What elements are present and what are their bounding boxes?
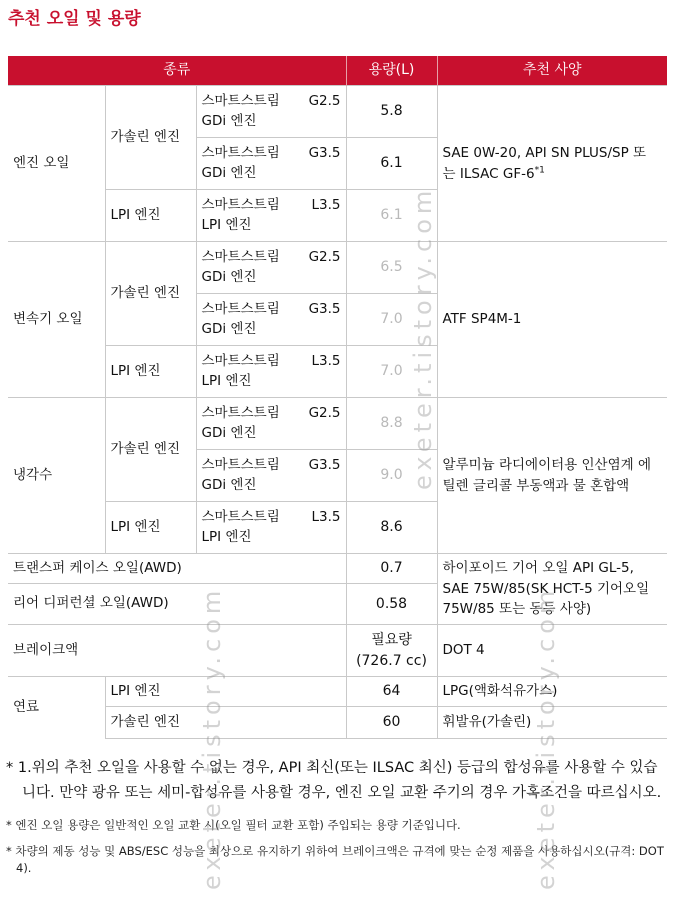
engine-oil-label: 엔진 오일 [8,86,105,242]
model-name: 스마트스트림 [201,248,280,265]
capacity-line: (726.7 cc) [356,652,427,669]
oil-capacity-table [8,56,667,739]
model-sub: GDi 엔진 [201,424,257,441]
fuel-gasoline-label: 가솔린 엔진 [105,707,346,739]
model-code: G2.5 [308,404,341,421]
model-code: G3.5 [308,300,341,317]
rear-diff-label: 리어 디퍼런셜 오일(AWD) [8,584,346,625]
footnote-marker: *1 [534,165,545,175]
table-row [8,677,667,707]
engine-model-cell [196,398,346,450]
model-code: L3.5 [311,508,341,525]
capacity-value: 6.5 [346,242,437,294]
model-sub: LPI 엔진 [201,372,252,389]
trans-oil-lpi-group: LPI 엔진 [105,346,196,398]
model-code: G2.5 [308,92,341,109]
engine-model-cell [196,242,346,294]
footnote-capacity: * 엔진 오일 용량은 일반적인 오일 교환 시(오일 필터 교환 포함) 주입되는 용량 기준입니다. [6,817,461,832]
footnote-brake: * 차량의 제동 성능 및 ABS/ESC 성능을 최상으로 유지하기 위하여 브레이크액은 규격에 맞는 순정 제품을 사용하십시오(규격: DOT 4). [6,843,664,876]
engine-oil-spec [437,86,667,242]
header-spec: 추천 사양 [437,56,667,86]
model-name: 스마트스트림 [201,144,280,161]
capacity-value: 64 [346,677,437,707]
table-row [8,242,667,294]
model-code: L3.5 [311,196,341,213]
transfer-case-label: 트랜스퍼 케이스 오일(AWD) [8,554,346,584]
engine-oil-lpi-group: LPI 엔진 [105,190,196,242]
model-name: 스마트스트림 [201,508,280,525]
model-name: 스마트스트림 [201,92,280,109]
model-sub: GDi 엔진 [201,476,257,493]
model-code: G3.5 [308,456,341,473]
footnote-1: * 1.위의 추천 오일을 사용할 수 없는 경우, API 최신(또는 ILSAC 최신) 등급의 합성유를 사용할 수 있습니다. 만약 광유 또는 세미-합성유를 사용할 경우, 엔진 오일 교환 주기의 경우 가혹조건을 따르십시오. [6,760,662,802]
table-row [8,554,667,584]
spec-line: 는 ILSAC GF-6 [442,165,535,182]
fuel-lpi-label: LPI 엔진 [105,677,346,707]
engine-model-cell [196,294,346,346]
table-row [8,398,667,450]
model-sub: LPI 엔진 [201,528,252,545]
capacity-value: 8.8 [346,398,437,450]
engine-model-cell [196,138,346,190]
trans-oil-label: 변속기 오일 [8,242,105,398]
engine-model-cell [196,86,346,138]
capacity-line: 필요량 [371,632,412,649]
page-title: 추천 오일 및 용량 [8,9,141,29]
header-capacity: 용량(L) [346,56,437,86]
brake-capacity [346,625,437,677]
model-sub: GDi 엔진 [201,320,257,337]
engine-model-cell [196,502,346,554]
fuel-gasoline-spec: 휘발유(가솔린) [437,707,667,739]
capacity-value: 9.0 [346,450,437,502]
capacity-value: 6.1 [346,138,437,190]
capacity-value: 60 [346,707,437,739]
trans-oil-gasoline-group: 가솔린 엔진 [105,242,196,346]
model-name: 스마트스트림 [201,456,280,473]
coolant-spec: 알루미늄 라디에이터용 인산염계 에틸렌 글리콜 부동액과 물 혼합액 [437,398,667,554]
capacity-value: 7.0 [346,346,437,398]
capacity-value: 0.7 [346,554,437,584]
coolant-gasoline-group: 가솔린 엔진 [105,398,196,502]
model-sub: GDi 엔진 [201,112,257,129]
coolant-label: 냉각수 [8,398,105,554]
table-row [8,707,667,739]
footnotes [6,756,670,878]
table-header [8,56,667,86]
model-code: G2.5 [308,248,341,265]
model-name: 스마트스트림 [201,196,280,213]
model-sub: GDi 엔진 [201,268,257,285]
capacity-value: 7.0 [346,294,437,346]
brake-fluid-label: 브레이크액 [8,625,346,677]
model-name: 스마트스트림 [201,352,280,369]
model-code: G3.5 [308,144,341,161]
watermark: exeter.tistory.com [532,585,560,890]
engine-model-cell [196,450,346,502]
capacity-value: 5.8 [346,86,437,138]
fuel-lpi-spec: LPG(액화석유가스) [437,677,667,707]
engine-oil-gasoline-group: 가솔린 엔진 [105,86,196,190]
gear-oil-spec: 하이포이드 기어 오일 API GL-5, SAE 75W/85(SK HCT-5 기어오일 75W/85 또는 동등 사양) [437,554,667,625]
model-sub: LPI 엔진 [201,216,252,233]
engine-model-cell [196,346,346,398]
capacity-value: 8.6 [346,502,437,554]
spec-line: SAE 0W-20, API SN PLUS/SP 또 [442,144,647,161]
brake-spec: DOT 4 [437,625,667,677]
watermark: exeter.tistory.com [409,185,437,490]
trans-oil-spec: ATF SP4M-1 [437,242,667,398]
model-sub: GDi 엔진 [201,164,257,181]
table-row [8,86,667,138]
table-row [8,625,667,677]
watermark: exeter.tistory.com [198,585,226,890]
capacity-value: 6.1 [346,190,437,242]
model-name: 스마트스트림 [201,300,280,317]
header-type: 종류 [8,56,346,86]
model-code: L3.5 [311,352,341,369]
engine-model-cell [196,190,346,242]
capacity-value: 0.58 [346,584,437,625]
coolant-lpi-group: LPI 엔진 [105,502,196,554]
fuel-label: 연료 [8,677,105,739]
model-name: 스마트스트림 [201,404,280,421]
